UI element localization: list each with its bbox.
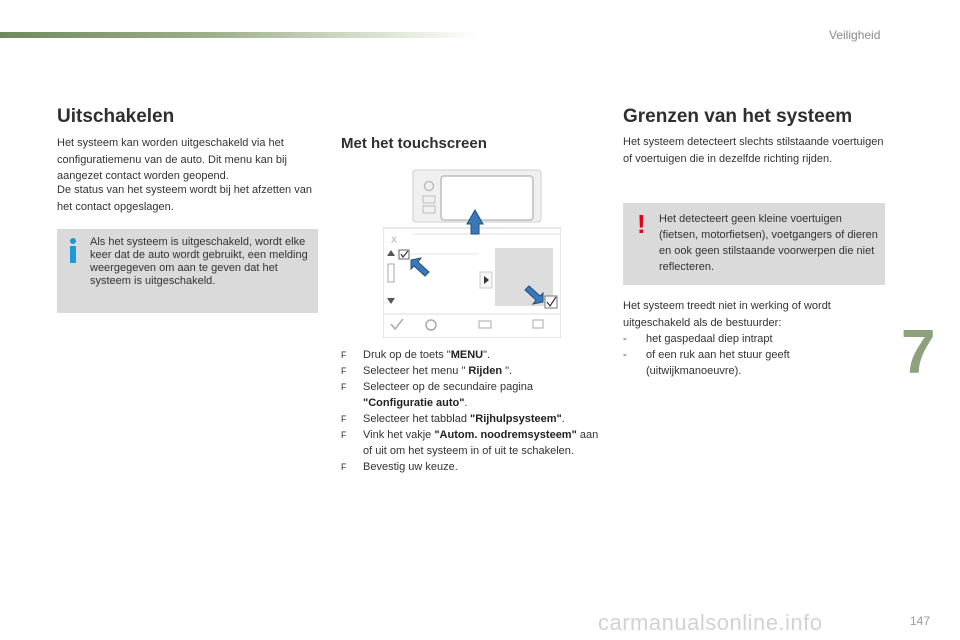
step-marker: F [341,382,347,392]
step-marker: F [341,414,347,424]
step-item: F Selecteer het menu " Rijden ". [341,365,513,377]
step-item: F Selecteer het tabblad "Rijhulpsysteem". [341,413,565,425]
left-paragraph-1: Het systeem kan worden uitgeschakeld via het configuratiemenu van de auto. Dit menu kan bij aangezet contact worden geopend. [57,137,287,182]
info-note-text: Als het systeem is uitgeschakeld, wordt elke keer dat de auto wordt gebruikt, een melding weergegeven om aan te geven dat het systeem is uitgeschakeld. [90,236,308,287]
condition-item: - het gaspedaal diep intrapt [623,333,773,345]
warning-note-text: Het detecteert geen kleine voertuigen (fietsen, motorfietsen), voetgangers of dieren en ook geen stilstaande voorwerpen die niet reflecteren. [659,213,878,273]
step-item: F Selecteer op de secundaire pagina "Configuratie auto". [341,381,534,409]
step-marker: F [341,366,347,376]
info-note-box [57,229,318,313]
touchscreen-steps [341,347,603,475]
step-item: F Druk op de toets "MENU". [341,349,491,361]
right-paragraph-2: Het systeem treedt niet in werking of wordt uitgeschakeld als de bestuurder: [623,300,831,329]
chapter-number: 7 [901,318,936,387]
step-item: F Bevestig uw keuze. [341,461,458,473]
condition-list [623,331,885,379]
step-marker: F [341,430,347,440]
info-icon [67,237,79,263]
header-accent-bar [0,32,480,38]
right-paragraph-1: Het systeem detecteert slechts stilstaande voertuigen of voertuigen die in dezelfde richting rijden. [623,136,884,165]
section-label: Veiligheid [829,28,881,42]
condition-item: - of een ruk aan het stuur geeft (uitwijkmanoeuvre). [623,349,790,377]
right-title: Grenzen van het systeem [623,106,853,127]
warning-icon: ! [637,209,646,239]
step-marker: F [341,350,347,360]
left-title: Uitschakelen [57,106,175,127]
step-item: F Vink het vakje "Autom. noodremsysteem" aan of uit om het systeem in of uit te schakelen. [341,429,599,457]
touchscreen-illustration [383,168,561,338]
step-marker: F [341,462,347,472]
warning-note-box [623,203,885,285]
svg-text:X: X [391,235,398,245]
watermark: carmanualsonline.info [598,610,823,635]
left-paragraph-2: De status van het systeem wordt bij het afzetten van het contact opgeslagen. [57,184,312,213]
page-number: 147 [910,614,931,628]
middle-title: Met het touchscreen [341,135,487,152]
